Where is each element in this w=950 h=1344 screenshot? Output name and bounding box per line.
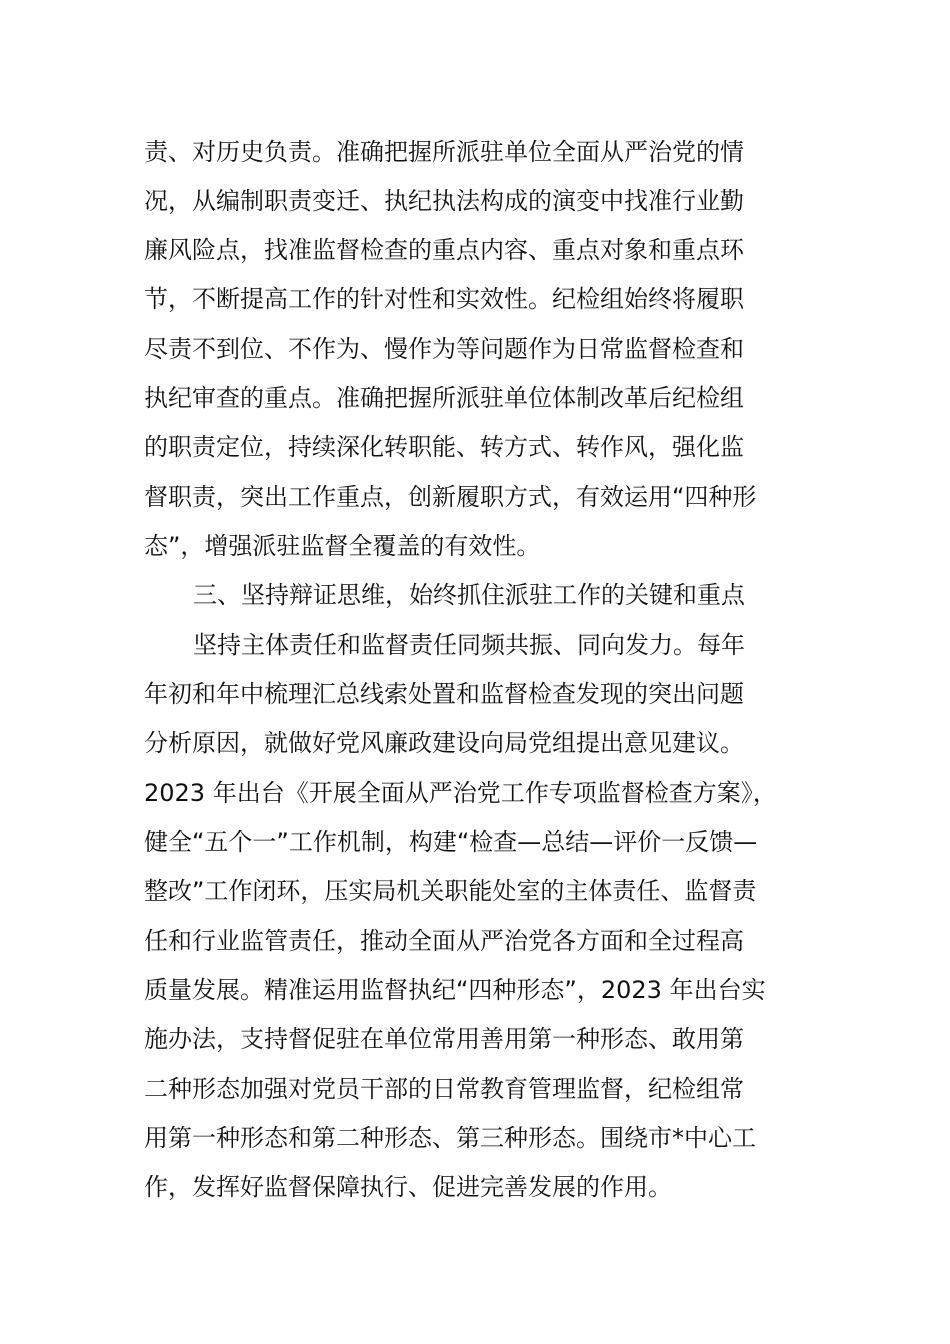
text-line: 坚持主体责任和监督责任同频共振、同向发力。每年	[193, 631, 745, 659]
text-line: 施办法，支持督促驻在单位常用善用第一种形态、敢用第	[144, 1025, 744, 1053]
text-line: 分析原因，就做好党风廉政建设向局党组提出意见建议。	[144, 729, 744, 757]
text-line: 廉风险点，找准监督检查的重点内容、重点对象和重点环	[144, 236, 744, 264]
text-line: 作，发挥好监督保障执行、促进完善发展的作用。	[144, 1173, 672, 1201]
text-line: 任和行业监管责任，推动全面从严治党各方面和全过程高	[144, 927, 744, 955]
text-line: 执纪审查的重点。准确把握所派驻单位体制改革后纪检组	[144, 384, 744, 412]
text-line: 用第一种形态和第二种形态、第三种形态。围绕市*中心工	[144, 1124, 756, 1152]
text-line: 节，不断提高工作的针对性和实效性。纪检组始终将履职	[144, 285, 744, 313]
text-line: 的职责定位，持续深化转职能、转方式、转作风，强化监	[144, 433, 744, 461]
text-line: 2023 年出台《开展全面从严治党工作专项监督检查方案》，	[144, 779, 777, 807]
text-line: 年初和年中梳理汇总线索处置和监督检查发现的突出问题	[144, 680, 744, 708]
text-line: 督职责，突出工作重点，创新履职方式，有效运用“四种形	[144, 483, 757, 511]
text-line: 责、对历史负责。准确把握所派驻单位全面从严治党的情	[144, 138, 744, 166]
text-line: 况，从编制职责变迁、执纪执法构成的演变中找准行业勤	[144, 187, 744, 215]
text-line: 整改”工作闭环，压实局机关职能处室的主体责任、监督责	[144, 877, 757, 905]
text-line: 尽责不到位、不作为、慢作为等问题作为日常监督检查和	[144, 335, 744, 363]
text-line: 二种形态加强对党员干部的日常教育管理监督，纪检组常	[144, 1075, 744, 1103]
text-line: 质量发展。精准运用监督执纪“四种形态”，2023 年出台实	[144, 976, 766, 1004]
text-line: 健全“五个一”工作机制，构建“检查—总结—评价一反馈—	[144, 828, 758, 856]
section-heading: 三、坚持辩证思维，始终抓住派驻工作的关键和重点	[193, 581, 745, 609]
text-line: 态”，增强派驻监督全覆盖的有效性。	[144, 532, 541, 560]
